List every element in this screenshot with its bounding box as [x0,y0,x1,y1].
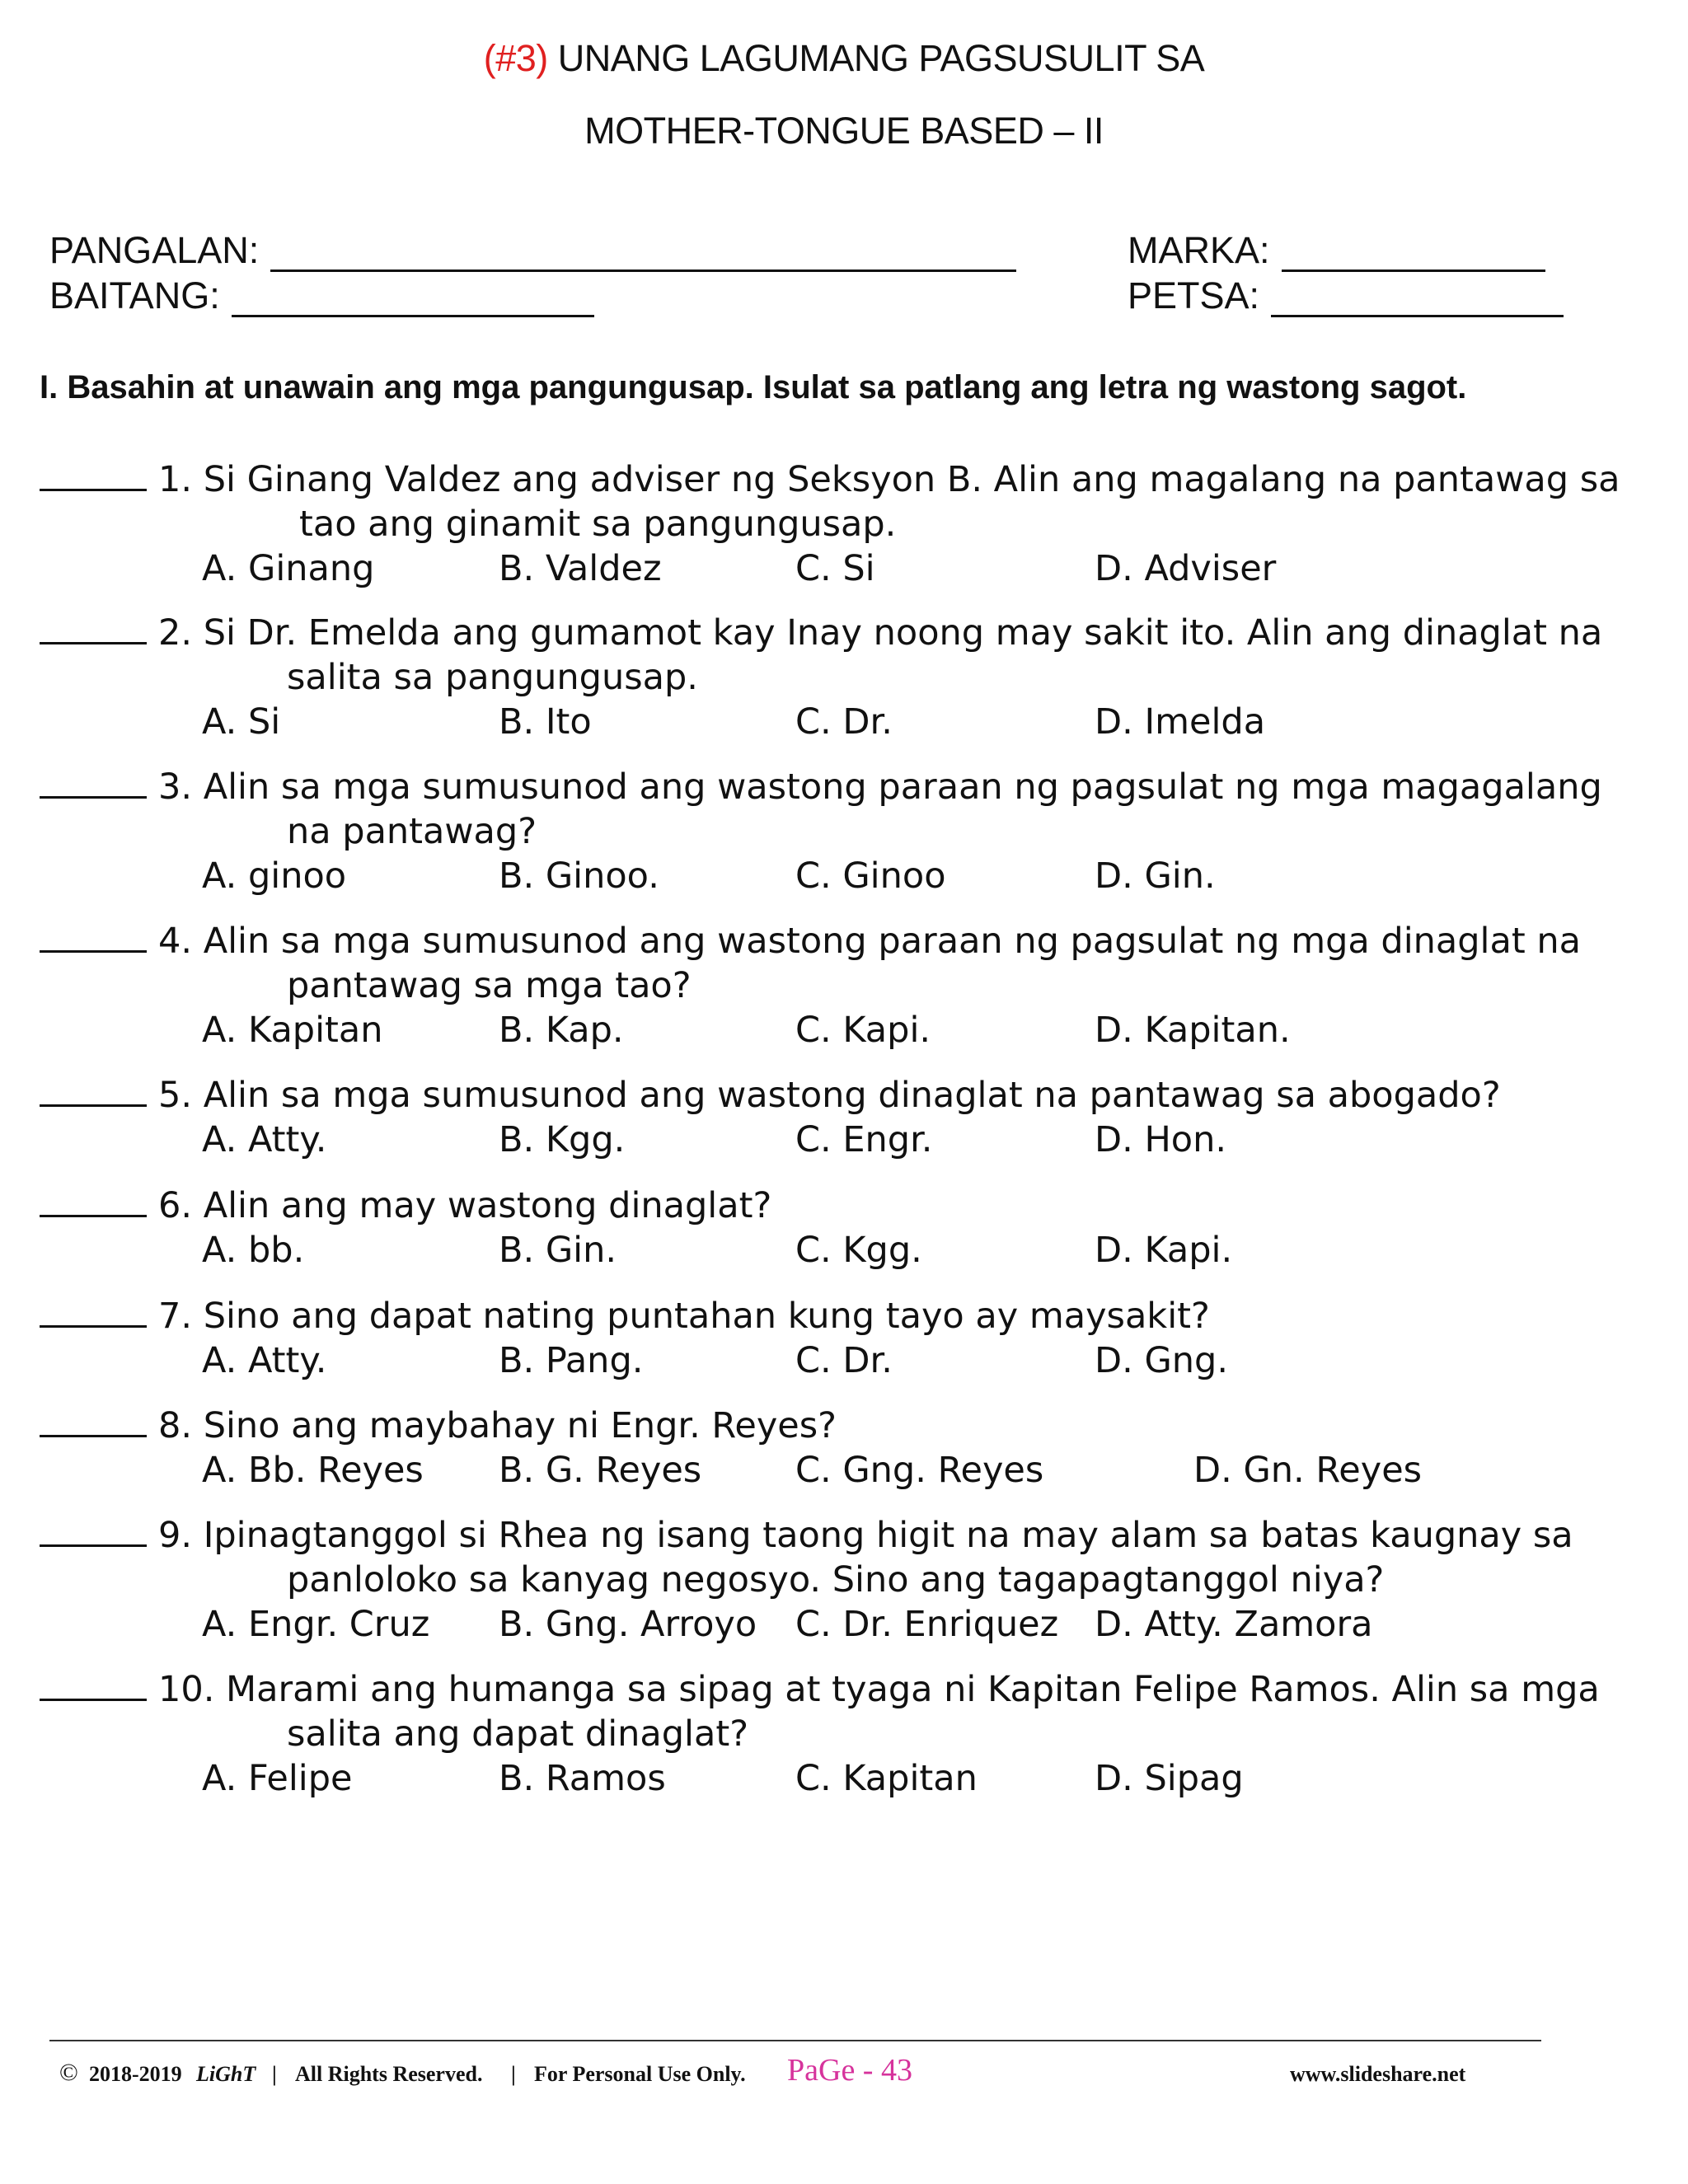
footer-years: 2018-2019 [89,2062,182,2086]
baitang-label: BAITANG: [49,274,220,316]
choice-option[interactable]: B. G. Reyes [499,1450,702,1491]
question-item [40,1073,1655,1118]
choice-option[interactable]: A. Atty. [202,1119,327,1160]
question-text: 6. Alin ang may wastong dinaglat? [158,1185,772,1226]
choice-option[interactable]: C. Kapitan [795,1758,978,1799]
page-number: PaGe - 43 [787,2053,912,2088]
question-item [40,1667,1655,1756]
pangalan-label: PANGALAN: [49,229,260,271]
choice-option[interactable]: B. Gng. Arroyo [499,1604,757,1645]
footer-separator: | [272,2062,277,2086]
choice-option[interactable]: B. Pang. [499,1340,644,1381]
choice-option[interactable]: C. Kgg. [795,1230,922,1271]
copyright-icon: © [59,2059,78,2086]
petsa-label: PETSA: [1128,274,1260,316]
answer-blank[interactable] [40,611,147,644]
choice-option[interactable]: A. Felipe [202,1758,353,1799]
question-item [40,1183,1655,1228]
choice-option[interactable]: B. Ginoo. [499,855,659,897]
choice-option[interactable]: D. Sipag [1095,1758,1244,1799]
question-item [40,457,1655,546]
choice-option[interactable]: C. Dr. Enriquez [795,1604,1059,1645]
choice-option[interactable]: A. Atty. [202,1340,327,1381]
choice-option[interactable]: A. Bb. Reyes [202,1450,424,1491]
marka-label: MARKA: [1128,229,1270,271]
question-text: 9. Ipinagtanggol si Rhea ng isang taong higit na may alam sa batas kaugnay sa [158,1515,1573,1556]
answer-blank[interactable] [40,1183,147,1217]
choice-option[interactable]: C. Engr. [795,1119,933,1160]
answer-blank[interactable] [40,1513,147,1547]
choice-option[interactable]: D. Kapitan. [1095,1010,1291,1051]
marka-line[interactable] [1282,237,1545,272]
choice-option[interactable]: D. Gin. [1095,855,1216,897]
choice-option[interactable]: D. Kapi. [1095,1230,1233,1271]
baitang-field[interactable] [49,274,594,317]
choice-option[interactable]: D. Adviser [1095,548,1277,589]
choice-option[interactable]: A. ginoo [202,855,347,897]
choice-option[interactable]: B. Kap. [499,1010,624,1051]
title-number: (#3) [483,37,548,79]
choice-option[interactable]: B. Ito [499,701,592,743]
question-text: 3. Alin sa mga sumusunod ang wastong paraan ng pagsulat ng mga magagalang [158,766,1602,808]
pangalan-line[interactable] [270,237,1016,272]
question-text-continued: tao ang ginamit sa pangungusap. [299,504,897,545]
footer [58,2052,1582,2093]
question-item [40,1294,1655,1338]
choice-option[interactable]: C. Kapi. [795,1010,931,1051]
choice-option[interactable]: B. Ramos [499,1758,666,1799]
petsa-line[interactable] [1271,282,1564,317]
choice-option[interactable]: C. Ginoo [795,855,946,897]
choice-option[interactable]: C. Si [795,548,875,589]
question-item [40,611,1655,700]
choice-option[interactable]: D. Hon. [1095,1119,1227,1160]
choice-option[interactable]: D. Atty. Zamora [1095,1604,1373,1645]
answer-blank[interactable] [40,1073,147,1107]
choice-option[interactable]: A. Si [202,701,281,743]
choice-option[interactable]: D. Gn. Reyes [1193,1450,1423,1491]
choice-option[interactable]: D. Gng. [1095,1340,1228,1381]
answer-blank[interactable] [40,1667,147,1701]
question-item [40,1513,1655,1602]
footer-rights: All Rights Reserved. [295,2062,483,2086]
footer-personal-use: For Personal Use Only. [534,2062,746,2086]
question-text-continued: pantawag sa mga tao? [287,965,692,1006]
choice-option[interactable]: B. Gin. [499,1230,617,1271]
footer-divider [49,2040,1541,2041]
answer-blank[interactable] [40,1294,147,1328]
question-text: 4. Alin sa mga sumusunod ang wastong paraan ng pagsulat ng mga dinaglat na [158,921,1581,962]
instructions: I. Basahin at unawain ang mga pangungusap. Isulat sa patlang ang letra ng wastong sagot. [40,369,1467,405]
title-line-1: UNANG LAGUMANG PAGSUSULIT SA [557,37,1205,79]
choice-option[interactable]: C. Dr. [795,1340,893,1381]
footer-site-link[interactable]: www.slideshare.net [1290,2062,1466,2086]
petsa-field[interactable] [1128,274,1564,317]
choice-option[interactable]: A. Ginang [202,548,375,589]
question-text-continued: salita sa pangungusap. [287,657,698,698]
choice-option[interactable]: D. Imelda [1095,701,1266,743]
choice-option[interactable]: A. Kapitan [202,1010,383,1051]
question-text: 5. Alin sa mga sumusunod ang wastong dinaglat na pantawag sa abogado? [158,1075,1501,1116]
question-text: 8. Sino ang maybahay ni Engr. Reyes? [158,1405,837,1446]
footer-brand: LiGhT [196,2062,256,2086]
choice-option[interactable]: A. Engr. Cruz [202,1604,430,1645]
choice-option[interactable]: C. Dr. [795,701,893,743]
question-text-continued: na pantawag? [287,811,537,852]
choice-option[interactable]: C. Gng. Reyes [795,1450,1044,1491]
marka-field[interactable] [1128,229,1545,272]
footer-separator: | [511,2062,516,2086]
answer-blank[interactable] [40,765,147,799]
question-item [40,919,1655,1008]
question-text-continued: salita ang dapat dinaglat? [287,1713,749,1755]
choice-option[interactable]: B. Valdez [499,548,662,589]
question-text: 7. Sino ang dapat nating puntahan kung tayo ay maysakit? [158,1296,1210,1337]
question-text-continued: panloloko sa kanyag negosyo. Sino ang tagapagtanggol niya? [287,1559,1385,1601]
answer-blank[interactable] [40,1404,147,1437]
choice-option[interactable]: A. bb. [202,1230,305,1271]
question-text: 2. Si Dr. Emelda ang gumamot kay Inay noong may sakit ito. Alin ang dinaglat na [158,612,1603,654]
question-item [40,1404,1655,1448]
choice-option[interactable]: B. Kgg. [499,1119,626,1160]
question-text: 10. Marami ang humanga sa sipag at tyaga ni Kapitan Felipe Ramos. Alin sa mga [158,1669,1600,1710]
page-title [0,37,1688,80]
answer-blank[interactable] [40,919,147,953]
answer-blank[interactable] [40,457,147,491]
title-line-2: MOTHER-TONGUE BASED – II [584,110,1104,152]
baitang-line[interactable] [232,282,594,317]
pangalan-field[interactable] [49,229,1016,272]
question-text: 1. Si Ginang Valdez ang adviser ng Seksyon B. Alin ang magalang na pantawag sa [158,459,1620,500]
question-item [40,765,1655,854]
